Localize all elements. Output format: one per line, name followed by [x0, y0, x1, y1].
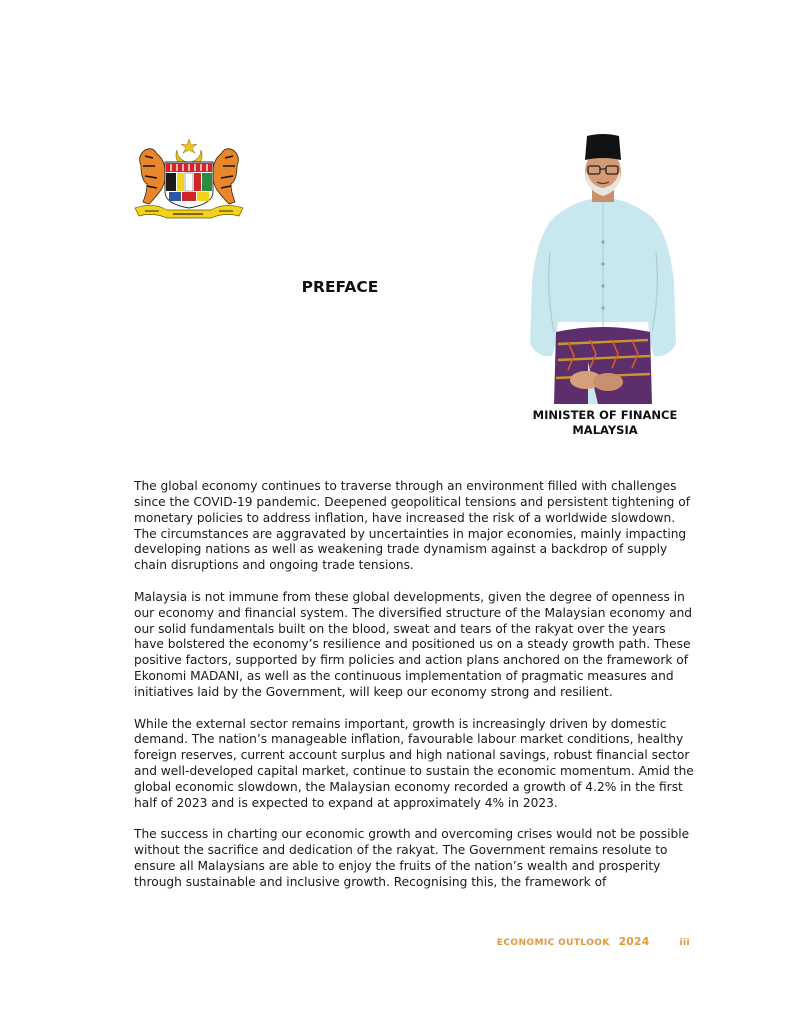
publication-name: ECONOMIC OUTLOOK [496, 938, 610, 948]
caption-country: MALAYSIA [572, 423, 638, 437]
preface-body [134, 479, 694, 907]
minister-portrait [528, 132, 678, 404]
portrait-caption [520, 408, 690, 438]
page-number: iii [679, 938, 690, 948]
page-title: PREFACE [301, 278, 379, 296]
paragraph: The global economy continues to traverse through an environment filled with challenges since the COVID-19 pandemic. Deepened geopolitical tensions and persistent tightening of monetary policies to address inflation, have increased the risk of a worldwide slowdown. The circumstances are aggravated by uncertainties in major economies, mainly impacting developing nations as well as weakening trade dynamism against a backdrop of supply chain disruptions and ongoing trade tensions. [134, 479, 690, 573]
publication-year: 2024 [618, 936, 650, 948]
coat-of-arms-icon [133, 136, 245, 222]
paragraph: The success in charting our economic growth and overcoming crises would not be possible without the sacrifice and dedication of the rakyat. The Government remains resolute to ensure all Malaysians are able to enjoy the fruits of the nation’s wealth and prosperity through sustainable and inclusive growth. Recognising this, the framework of [134, 827, 690, 889]
caption-title: MINISTER OF FINANCE [532, 408, 678, 422]
page-footer [440, 936, 690, 948]
paragraph: While the external sector remains important, growth is increasingly driven by domestic demand. The nation’s manageable inflation, favourable labour market conditions, healthy foreign reserves, current account surplus and high national savings, robust financial sector and well-developed capital market, continue to sustain the economic momentum. Amid the global economic slowdown, the Malaysian economy recorded a growth of 4.2% in the first half of 2023 and is expected to expand at approximately 4% in 2023. [134, 716, 694, 810]
paragraph: Malaysia is not immune from these global developments, given the degree of openness in our economy and financial system. The diversified structure of the Malaysian economy and our solid fundamentals built on the blood, sweat and tears of the rakyat over the years have bolstered the economy’s resilience and positioned us on a steady growth path. These positive factors, supported by firm policies and action plans anchored on the framework of Ekonomi MADANI, as well as the continuous implementation of pragmatic measures and initiatives laid by the Government, will keep our economy strong and resilient. [134, 589, 693, 699]
